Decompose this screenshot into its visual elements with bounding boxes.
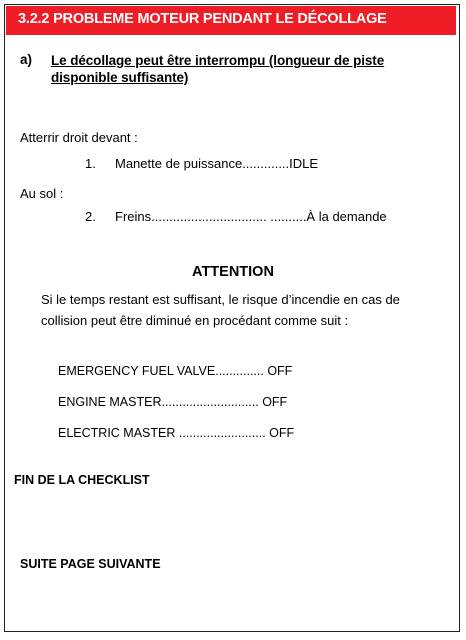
checklist-item-electric-master: ELECTRIC MASTER ......................... OFF xyxy=(58,426,295,440)
checklist-item-fuel-valve: EMERGENCY FUEL VALVE.............. OFF xyxy=(58,364,293,378)
attention-body: Si le temps restant est suffisant, le risque d’incendie en cas de collision peut être diminué en procédant comme suit : xyxy=(41,292,400,328)
attention-heading: ATTENTION xyxy=(192,264,274,280)
page-title: 3.2.2 PROBLEME MOTEUR PENDANT LE DÉCOLLAGE xyxy=(18,11,387,27)
step-1-text: Manette de puissance.............IDLE xyxy=(115,156,319,171)
continued-next-page: SUITE PAGE SUIVANTE xyxy=(20,557,161,571)
end-of-checklist: FIN DE LA CHECKLIST xyxy=(14,473,150,487)
checklist-item-engine-master: ENGINE MASTER............................ OFF xyxy=(58,395,288,409)
step-1-number: 1. xyxy=(85,156,96,171)
on-ground-label: Au sol : xyxy=(20,186,64,201)
land-straight-label: Atterrir droit devant : xyxy=(20,130,138,145)
section-letter: a) xyxy=(20,52,33,67)
step-2-number: 2. xyxy=(85,209,96,224)
section-title: Le décollage peut être interrompu (longueur de piste disponible suffisante) xyxy=(51,53,385,85)
step-2-text: Freins................................ ..........À la demande xyxy=(115,209,387,224)
